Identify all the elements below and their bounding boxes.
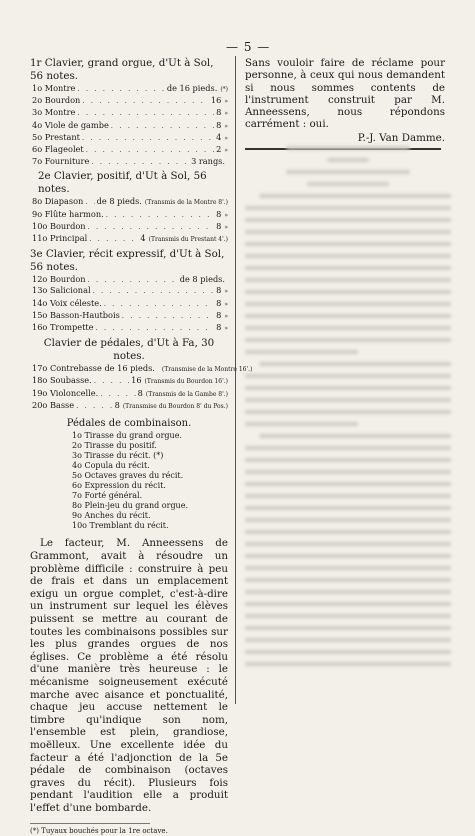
- stop-name: 5o Prestant: [32, 131, 80, 142]
- dot-leader: [86, 145, 214, 155]
- combo-item: 5o Octaves graves du récit.: [72, 471, 184, 481]
- right-column: [245, 57, 445, 150]
- stop-name: 8o Diapason: [32, 196, 84, 207]
- stop-size: 4: [140, 233, 146, 244]
- stop-row: [30, 209, 228, 221]
- dot-leader: [76, 401, 112, 411]
- stop-size: 8: [137, 387, 143, 398]
- stop-note: »: [224, 300, 228, 308]
- stop-name: 1o Montre: [32, 83, 76, 93]
- clavier-2-heading: 2e Clavier, positif, d'Ut à Sol, 56 notes.: [38, 170, 207, 195]
- combo-item: 4o Copula du récit.: [72, 461, 150, 471]
- stop-row: [30, 298, 228, 310]
- stop-name: 19o Violoncelle.: [32, 387, 99, 398]
- stop-name: 10o Bourdon: [32, 220, 86, 231]
- stop-size: 8: [216, 220, 222, 231]
- stop-row: [30, 83, 228, 95]
- stop-note: (Transmis du Prestant 4'.): [148, 236, 228, 244]
- combo-item: 6o Expression du récit.: [72, 481, 166, 491]
- stop-note: »: [224, 147, 228, 155]
- stop-name: 6o Flageolet: [32, 144, 84, 155]
- stop-note: »: [224, 288, 228, 296]
- stop-name: 3o Montre: [32, 107, 76, 118]
- combo-item: 3o Tirasse du récit. (*): [72, 451, 164, 461]
- stop-note: »: [224, 312, 228, 320]
- stop-note: (Transmis de la Gambe 8'.): [145, 390, 228, 398]
- dot-leader: [77, 84, 164, 94]
- stop-note: (*): [220, 86, 228, 93]
- stop-note: (Transmise de la Montre 16'.): [161, 366, 253, 374]
- combo-item: 2o Tirasse du positif.: [72, 441, 157, 451]
- page-number: — 5 —: [226, 40, 271, 54]
- stop-row: [30, 132, 228, 144]
- clavier-3-stops: [30, 274, 228, 334]
- dot-leader: [82, 133, 214, 143]
- signature: P.-J. Van Damme.: [357, 131, 445, 144]
- stop-size: 8: [216, 285, 222, 296]
- clavier-1-heading: 1r Clavier, grand orgue, d'Ut à Sol, 56 notes.: [30, 57, 214, 82]
- stop-note: »: [224, 211, 228, 219]
- stop-row: [30, 221, 228, 233]
- stop-note: »: [224, 98, 228, 106]
- stop-row: [30, 285, 228, 297]
- stop-size: de 8 pieds.: [96, 196, 142, 207]
- stop-name: 18o Soubasse.: [32, 375, 92, 386]
- dot-leader: [89, 234, 138, 244]
- stop-row: [30, 322, 228, 334]
- stop-note: (Transmis de la Montre 8'.): [144, 199, 228, 207]
- dot-leader: [77, 108, 214, 118]
- stop-row: [30, 400, 228, 412]
- stop-size: 2: [216, 144, 222, 155]
- stop-name: 4o Viole de gambe: [32, 119, 109, 130]
- stop-row: [30, 95, 228, 107]
- stop-name: 15o Basson-Hautbois: [32, 309, 120, 320]
- stop-size: 16: [210, 95, 222, 106]
- dot-leader: [93, 286, 215, 296]
- clavier-2-stops: [30, 196, 228, 245]
- stop-name: 9o Flûte harmon.: [32, 208, 104, 219]
- dot-leader: [91, 157, 189, 167]
- stop-note: (Transmise du Bourdon 8' du Pos.): [122, 402, 228, 410]
- stop-row: [30, 107, 228, 119]
- dot-leader: [111, 121, 214, 131]
- stop-size: 8: [216, 208, 222, 219]
- footnote-rule: [30, 823, 150, 824]
- stop-row: [30, 156, 228, 167]
- clavier-pedales-heading: Clavier de pédales, d'Ut à Fa, 30 notes.: [43, 337, 215, 362]
- combo-item: 10o Tremblant du récit.: [72, 521, 169, 531]
- clavier-pedales-stops: [30, 363, 253, 412]
- stop-note: »: [224, 325, 228, 333]
- stop-note: »: [224, 110, 228, 118]
- dot-leader: [104, 299, 214, 309]
- pedales-combinaison-heading: Pédales de combinaison.: [66, 418, 192, 430]
- stop-row: [30, 144, 228, 156]
- stop-size: de 16 pieds.: [166, 83, 218, 93]
- stop-row: [30, 388, 228, 400]
- dot-leader: [85, 197, 94, 207]
- dot-leader: [82, 96, 209, 106]
- clavier-1-stops: [30, 83, 228, 167]
- stop-row: [30, 363, 253, 375]
- dot-leader: [94, 376, 129, 386]
- stop-size: 8: [216, 322, 222, 333]
- combo-item: 7o Forté général.: [72, 491, 143, 501]
- dot-leader: [100, 389, 135, 399]
- combo-item: 9o Anches du récit.: [72, 511, 151, 521]
- stop-name: 14o Voix céleste.: [32, 297, 102, 308]
- right-paragraph: Sans vouloir faire de réclame pour personne, à ceux qui nous demandent si nous sommes contents de l'instrument construit par M. Anneessens, nous répondons carrément : oui.: [245, 57, 445, 131]
- stop-note: »: [224, 223, 228, 231]
- dot-leader: [96, 323, 215, 333]
- stop-row: [30, 196, 228, 208]
- stop-name: 11o Principal: [32, 233, 88, 244]
- stop-size: 8: [114, 399, 120, 410]
- dot-leader: [88, 222, 215, 232]
- stop-size: 8: [216, 119, 222, 130]
- stop-row: [30, 274, 228, 285]
- stop-name: 16o Trompette: [32, 322, 94, 333]
- stop-name: 20o Basse: [32, 399, 75, 410]
- stop-name: 12o Bourdon: [32, 274, 86, 285]
- main-paragraph: Le facteur, M. Anneessens de Grammont, avait à résoudre un problème difficile : construire à peu de frais et dans un emplacement exigu un orgue complet, c'est-à-dire un instrument sur lequel les élèves puissent se mettre au courant de toutes les combinaisons possibles sur les plus grandes orgues de nos églises. Ce problème a été résolu d'une manière très heureuse : le mécanisme soigneusement exécuté marche avec aisance et ponctualité, chaque jeu accuse nettement le timbre qu'indique son nom, l'ensemble est plein, grandiose, moëlleux. Une excellente idée du facteur a été l'adjonction de la 5e pédale de combinaison (octaves graves du récit). Plusieurs fois pendant l'audition elle a produit l'effet d'une bombarde.: [30, 537, 228, 814]
- stop-size: de 8 pieds.: [179, 274, 225, 285]
- stop-size: 4: [216, 131, 222, 142]
- stop-note: »: [224, 134, 228, 142]
- dot-leader: [88, 275, 178, 285]
- stop-size: 3 rangs.: [191, 156, 225, 167]
- stop-name: 7o Fourniture: [32, 156, 90, 167]
- stop-size: 8: [216, 309, 222, 320]
- stop-row: [30, 375, 228, 387]
- column-divider: [235, 56, 236, 704]
- left-column: [30, 57, 253, 836]
- dot-leader: [106, 210, 214, 220]
- dot-leader: [122, 311, 214, 321]
- stop-note: »: [224, 122, 228, 130]
- stop-row: [30, 310, 228, 322]
- stop-size: 16: [131, 375, 142, 386]
- bleed-through-text: [245, 138, 451, 706]
- stop-row: [30, 233, 228, 245]
- stop-name: 2o Bourdon: [32, 95, 81, 106]
- stop-size: 8: [216, 297, 222, 308]
- pedales-combinaison-list: [72, 431, 228, 531]
- stop-row: [30, 120, 228, 132]
- combo-item: 8o Plein-jeu du grand orgue.: [72, 501, 188, 511]
- stop-name: 17o Contrebasse de 16 pieds.: [32, 363, 155, 374]
- stop-size: 8: [216, 107, 222, 118]
- footnote: (*) Tuyaux bouchés pour la 1re octave.: [30, 826, 168, 835]
- stop-note: (Transmis du Bourdon 16'.): [144, 378, 228, 386]
- clavier-3-heading: 3e Clavier, récit expressif, d'Ut à Sol, 56 notes.: [30, 248, 225, 273]
- combo-item: 1o Tirasse du grand orgue.: [72, 431, 182, 441]
- stop-name: 13o Salicional: [32, 285, 91, 296]
